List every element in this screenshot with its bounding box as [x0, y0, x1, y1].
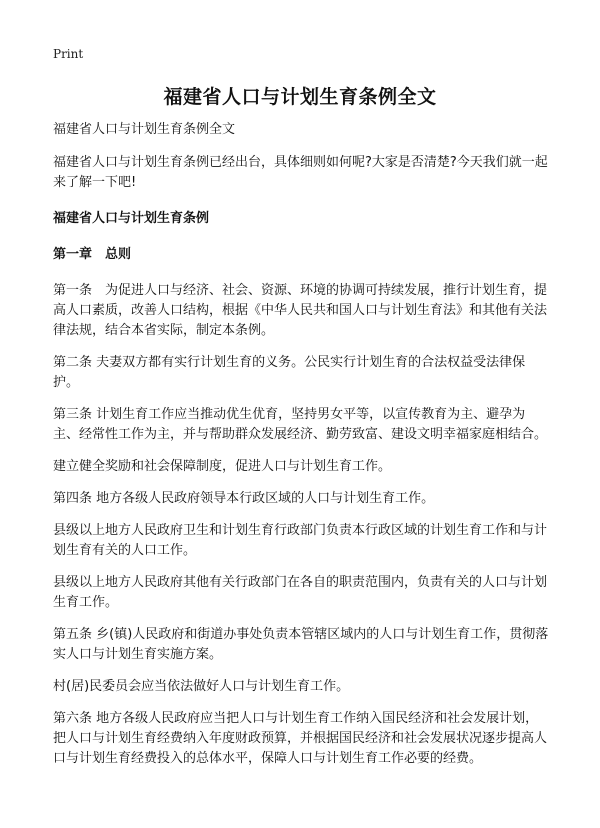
- print-link[interactable]: Print: [53, 47, 84, 61]
- article-paragraph: 第一条 为促进人口与经济、社会、资源、环境的协调可持续发展，推行计划生育，提高人口素质，改善人口结构，根据《中华人民共和国人口与计划生育法》和其他有关法律法规，结合本省实际，制定本条例。: [53, 283, 548, 338]
- article-paragraph: 县级以上地方人民政府卫生和计划生育行政部门负责本行政区域的计划生育工作和与计划生育有关的人口工作。: [53, 523, 548, 558]
- article-paragraph: 县级以上地方人民政府其他有关行政部门在各自的职责范围内，负责有关的人口与计划生育工作。: [53, 575, 548, 610]
- subtitle: 福建省人口与计划生育条例全文: [53, 122, 236, 137]
- article-paragraph: 第三条 计划生育工作应当推动优生优育，坚持男女平等，以宣传教育为主、避孕为主、经常性工作为主，并与帮助群众发展经济、勤劳致富、建设文明幸福家庭相结合。: [53, 407, 548, 442]
- article-paragraph: 第五条 乡(镇)人民政府和街道办事处负责本管辖区域内的人口与计划生育工作，贯彻落实人口与计划生育实施方案。: [53, 627, 549, 662]
- article-paragraph: 第六条 地方各级人民政府应当把人口与计划生育工作纳入国民经济和社会发展计划，把人口与计划生育经费纳入年度财政预算，并根据国民经济和社会发展状况逐步提高人口与计划生育经费投入的总体水平，保障人口与计划生育工作必要的经费。: [53, 711, 548, 766]
- chapter-title: 第一章 总则: [53, 247, 132, 262]
- article-paragraph: 第二条 夫妻双方都有实行计划生育的义务。公民实行计划生育的合法权益受法律保护。: [53, 355, 526, 390]
- intro-paragraph: 福建省人口与计划生育条例已经出台，具体细则如何呢?大家是否清楚?今天我们就一起来了解一下吧!: [53, 155, 548, 190]
- article-paragraph: 村(居)民委员会应当依法做好人口与计划生育工作。: [53, 679, 350, 694]
- article-paragraph: 建立健全奖励和社会保障制度，促进人口与计划生育工作。: [53, 459, 392, 474]
- law-title: 福建省人口与计划生育条例: [53, 211, 210, 226]
- page-title: 福建省人口与计划生育条例全文: [163, 86, 437, 108]
- article-paragraph: 第四条 地方各级人民政府领导本行政区域的人口与计划生育工作。: [53, 491, 435, 506]
- document-body: [53, 120, 550, 781]
